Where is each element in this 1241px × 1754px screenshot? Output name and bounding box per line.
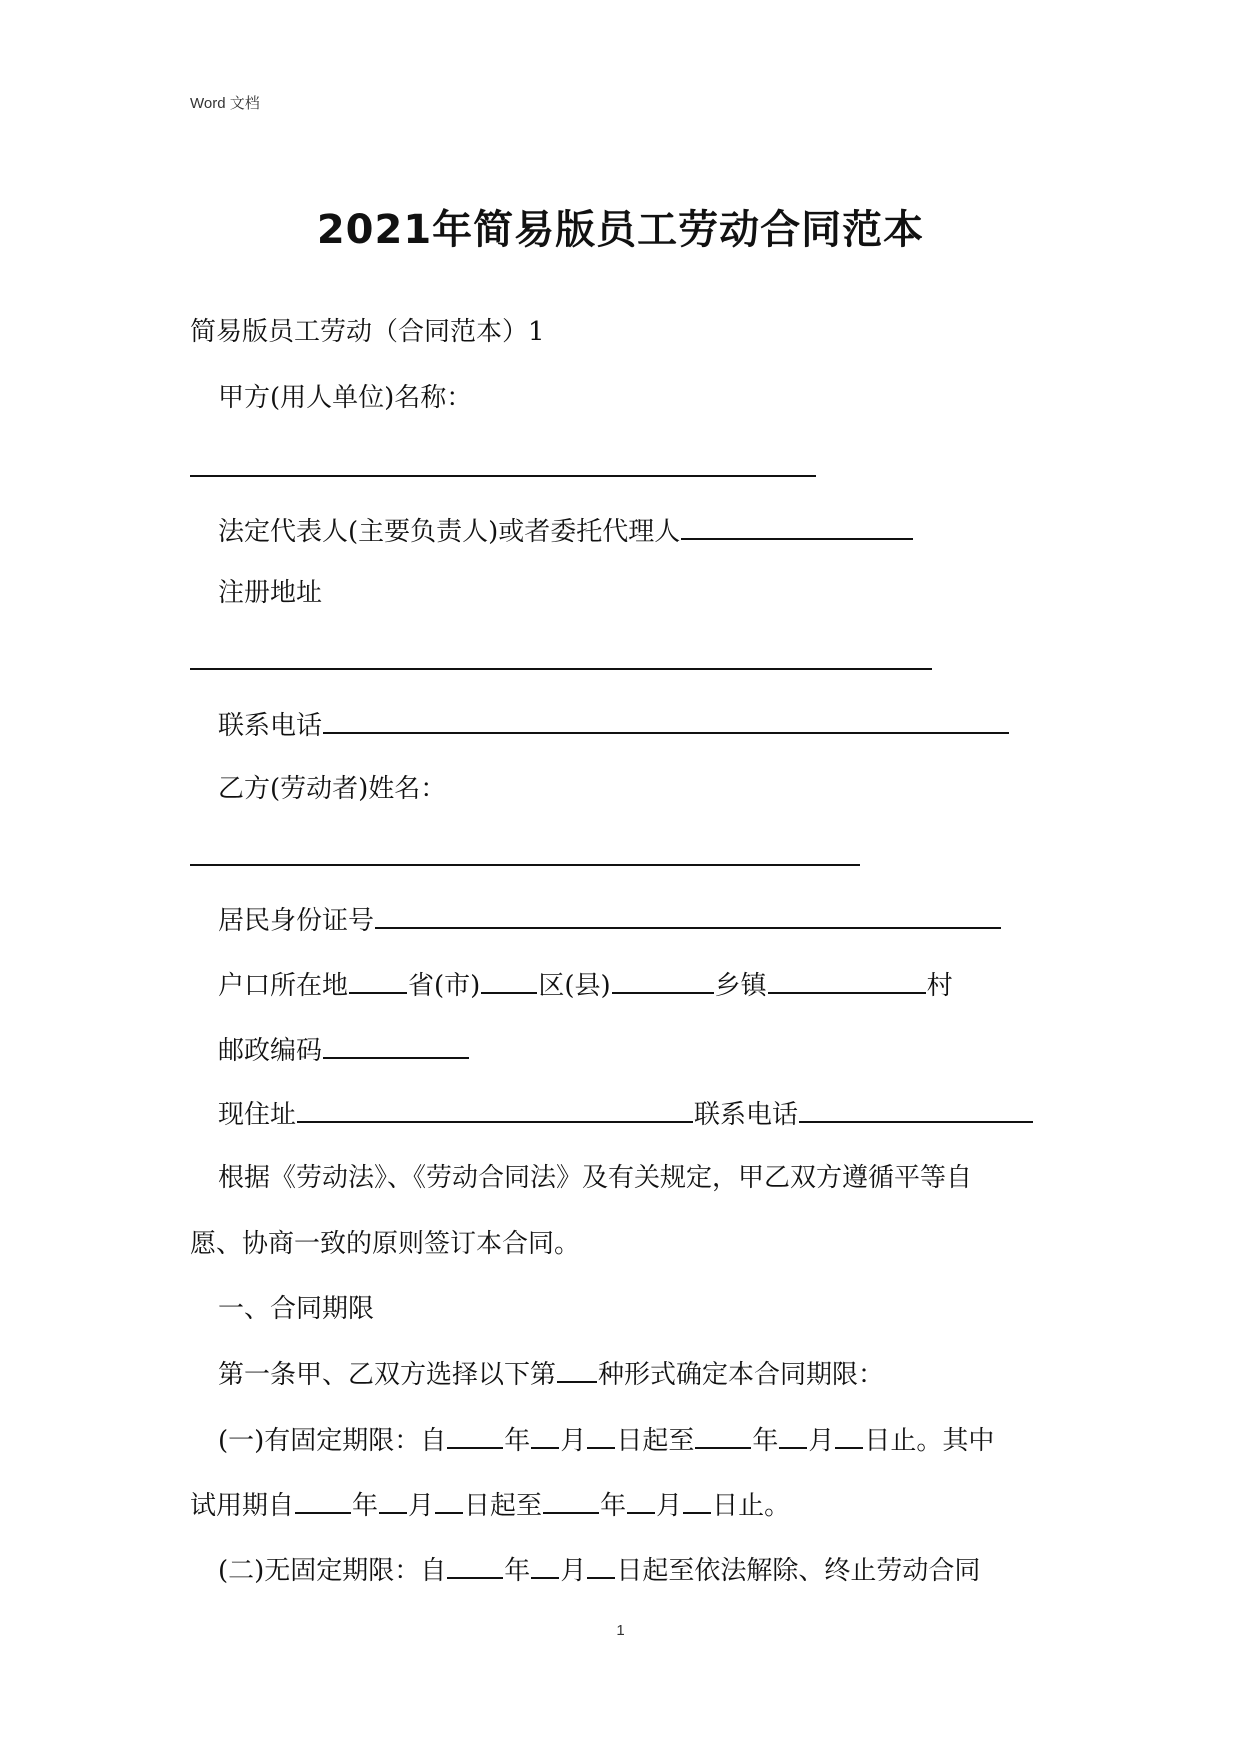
party-a-name-label: 甲方(用人单位)名称： — [218, 383, 473, 413]
party-b-name-label: 乙方(劳动者)姓名： — [218, 774, 447, 804]
hukou-line — [218, 968, 953, 1002]
postcode-label: 邮政编码 — [218, 1036, 323, 1066]
end-year-blank — [695, 1423, 751, 1449]
current-address-label: 现住址 — [218, 1100, 297, 1130]
year-label: 年 — [752, 1426, 779, 1456]
id-number-label: 居民身份证号 — [218, 906, 375, 936]
trial-end-month-blank — [627, 1488, 655, 1514]
article-1-text-a: 第一条甲、乙双方选择以下第 — [218, 1360, 557, 1390]
trial-period-line — [190, 1488, 790, 1522]
start-year-blank — [447, 1423, 503, 1449]
trial-start-day-blank — [435, 1488, 463, 1514]
legal-rep-line — [218, 514, 914, 548]
trial-start-month-blank — [379, 1488, 407, 1514]
hukou-label: 户口所在地 — [218, 971, 349, 1001]
day-end-label: 日止。其中 — [864, 1426, 995, 1456]
postcode-line — [218, 1033, 470, 1067]
open-term-label: (二)无固定期限：自 — [218, 1556, 447, 1586]
trial-end-year-blank — [543, 1488, 599, 1514]
section-1-heading: 一、合同期限 — [218, 1294, 375, 1324]
province-blank — [349, 968, 407, 994]
legal-rep-label: 法定代表人(主要负责人)或者委托代理人 — [218, 517, 681, 547]
basis-paragraph-line-2: 愿、协商一致的原则签订本合同。 — [190, 1229, 581, 1259]
fixed-term-line — [218, 1423, 994, 1457]
phone-label: 联系电话 — [218, 711, 323, 741]
trial-end-day-blank — [683, 1488, 711, 1514]
month-label: 月 — [408, 1491, 435, 1521]
party-a-name-blank — [190, 475, 816, 477]
current-address-blank — [297, 1097, 693, 1123]
township-blank — [612, 968, 714, 994]
article-1-line — [218, 1357, 884, 1391]
document-header: Word 文档 — [190, 95, 260, 112]
month-label: 月 — [808, 1426, 835, 1456]
district-blank — [481, 968, 537, 994]
reg-address-label: 注册地址 — [218, 578, 323, 608]
page-number: 1 — [616, 1622, 625, 1639]
trial-period-label: 试用期自 — [190, 1491, 295, 1521]
start-month-blank — [531, 1423, 559, 1449]
phone-line — [218, 708, 1010, 742]
basis-paragraph-line-1: 根据《劳动法》、《劳动合同法》及有关规定，甲乙双方遵循平等自 — [218, 1163, 973, 1193]
id-number-line — [218, 903, 1002, 937]
month-label: 月 — [656, 1491, 683, 1521]
current-phone-blank — [799, 1097, 1033, 1123]
open-start-year-blank — [447, 1553, 503, 1579]
document-title: 2021年简易版员工劳动合同范本 — [316, 207, 925, 253]
start-day-blank — [587, 1423, 615, 1449]
reg-address-blank — [190, 668, 932, 670]
year-label: 年 — [352, 1491, 379, 1521]
end-month-blank — [779, 1423, 807, 1449]
current-address-line — [218, 1097, 1034, 1131]
day-from-label: 日起至 — [464, 1491, 543, 1521]
end-day-blank — [835, 1423, 863, 1449]
open-start-day-blank — [587, 1553, 615, 1579]
form-choice-blank — [557, 1357, 597, 1383]
contract-subtitle: 简易版员工劳动（合同范本）1 — [190, 317, 545, 347]
phone-blank — [323, 708, 1009, 734]
fixed-term-label: (一)有固定期限：自 — [218, 1426, 447, 1456]
month-label: 月 — [560, 1556, 587, 1586]
postcode-blank — [323, 1033, 469, 1059]
year-label: 年 — [504, 1556, 531, 1586]
township-label: 乡镇 — [714, 971, 767, 1001]
day-from-label: 日起至 — [616, 1426, 695, 1456]
district-label: 区(县) — [538, 971, 611, 1001]
month-label: 月 — [560, 1426, 587, 1456]
open-term-line — [218, 1553, 980, 1587]
year-label: 年 — [600, 1491, 627, 1521]
party-b-name-blank — [190, 864, 860, 866]
current-phone-label: 联系电话 — [694, 1100, 799, 1130]
province-label: 省(市) — [408, 971, 481, 1001]
day-end-label: 日止。 — [712, 1491, 791, 1521]
year-label: 年 — [504, 1426, 531, 1456]
id-number-blank — [375, 903, 1001, 929]
village-label: 村 — [926, 971, 953, 1001]
legal-rep-blank — [681, 514, 913, 540]
trial-start-year-blank — [295, 1488, 351, 1514]
open-start-month-blank — [531, 1553, 559, 1579]
open-term-text: 日起至依法解除、终止劳动合同 — [616, 1556, 981, 1586]
village-blank — [768, 968, 926, 994]
article-1-text-b: 种形式确定本合同期限： — [598, 1360, 885, 1390]
